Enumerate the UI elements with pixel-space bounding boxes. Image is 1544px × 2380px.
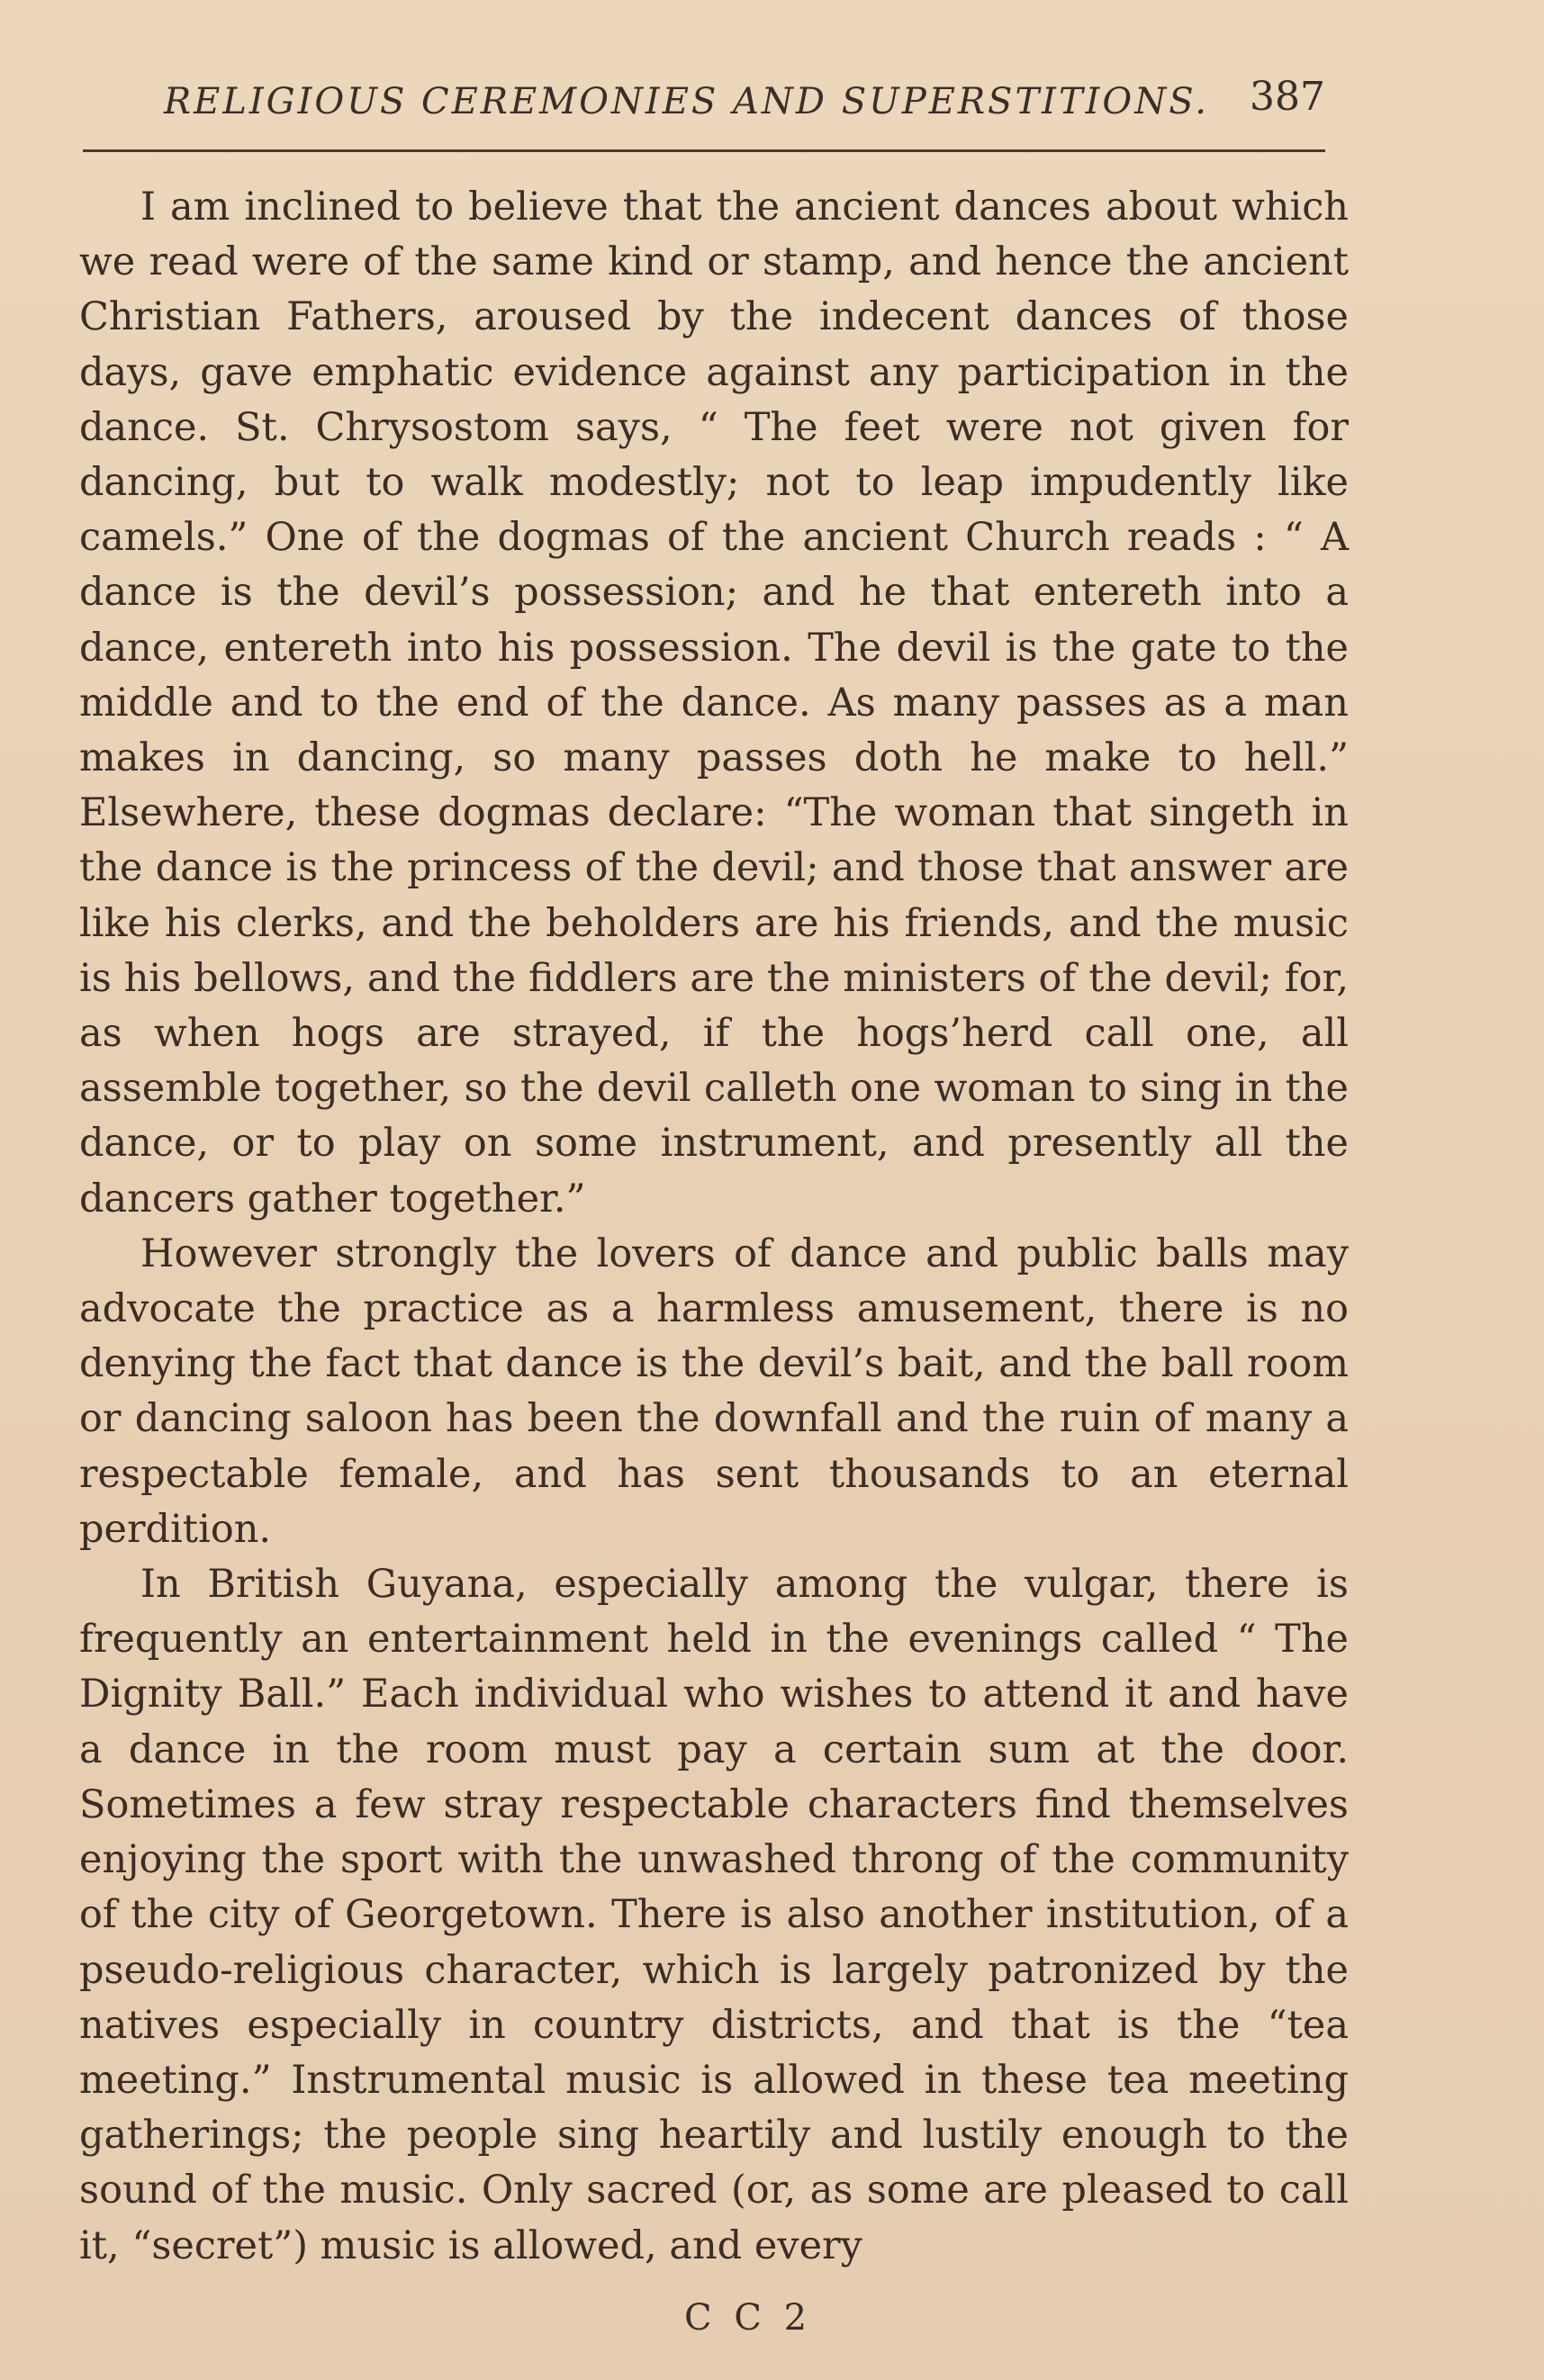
body-text bbox=[79, 180, 1349, 2274]
paragraph: I am inclined to believe that the ancient dances about which we read were of the same kind or stamp, and hence the ancient Christian Fathers, aroused by the indecent dances of those days, gave emphatic evidence against any participation in the dance. St. Chrysostom says, “ The feet were not given for dancing, but to walk modestly; not to leap impudently like camels.” One of the dogmas of the ancient Church reads : “ A dance is the devil’s possession; and he that entereth into a dance, entereth into his possession. The devil is the gate to the middle and to the end of the dance. As many passes as a man makes in dancing, so many passes doth he make to hell.” Elsewhere, these dogmas declare: “The woman that singeth in the dance is the princess of the devil; and those that answer are like his clerks, and the beholders are his friends, and the music is his bellows, and the fiddlers are the ministers of the devil; for, as when hogs are strayed, if the hogs’herd call one, all assemble together, so the devil calleth one woman to sing in the dance, or to play on some instrument, and presently all the dancers gather together.” bbox=[79, 185, 1349, 1222]
page-header bbox=[153, 70, 1341, 133]
signature-mark: C C 2 bbox=[684, 2297, 813, 2339]
paragraph: However strongly the lovers of dance and public balls may advocate the practice as a harmless amusement, there is no denying the fact that dance is the devil’s bait, and the ball room or dancing saloon has been the downfall and the ruin of many a respectable female, and has sent thousands to an eternal perdition. bbox=[79, 1231, 1349, 1552]
paragraph: In British Guyana, especially among the vulgar, there is frequently an entertainment held in the evenings called “ The Dignity Ball.” Each individual who wishes to attend it and have a dance in the room must pay a certain sum at the door. Sometimes a few stray respectable characters find themselves enjoying the sport with the unwashed throng of the community of the city of Georgetown. There is also another institution, of a pseudo-religious character, which is largely patronized by the natives especially in country districts, and that is the “tea meeting.” Instrumental music is allowed in these tea meeting gatherings; the people sing heartily and lustily enough to the sound of the music. Only sacred (or, as some are pleased to call it, “secret”) music is allowed, and every bbox=[79, 1562, 1349, 2268]
header-rule bbox=[83, 149, 1325, 152]
running-head: RELIGIOUS CEREMONIES AND SUPERSTITIONS. bbox=[164, 81, 1209, 122]
page-number: 387 bbox=[1250, 74, 1325, 120]
